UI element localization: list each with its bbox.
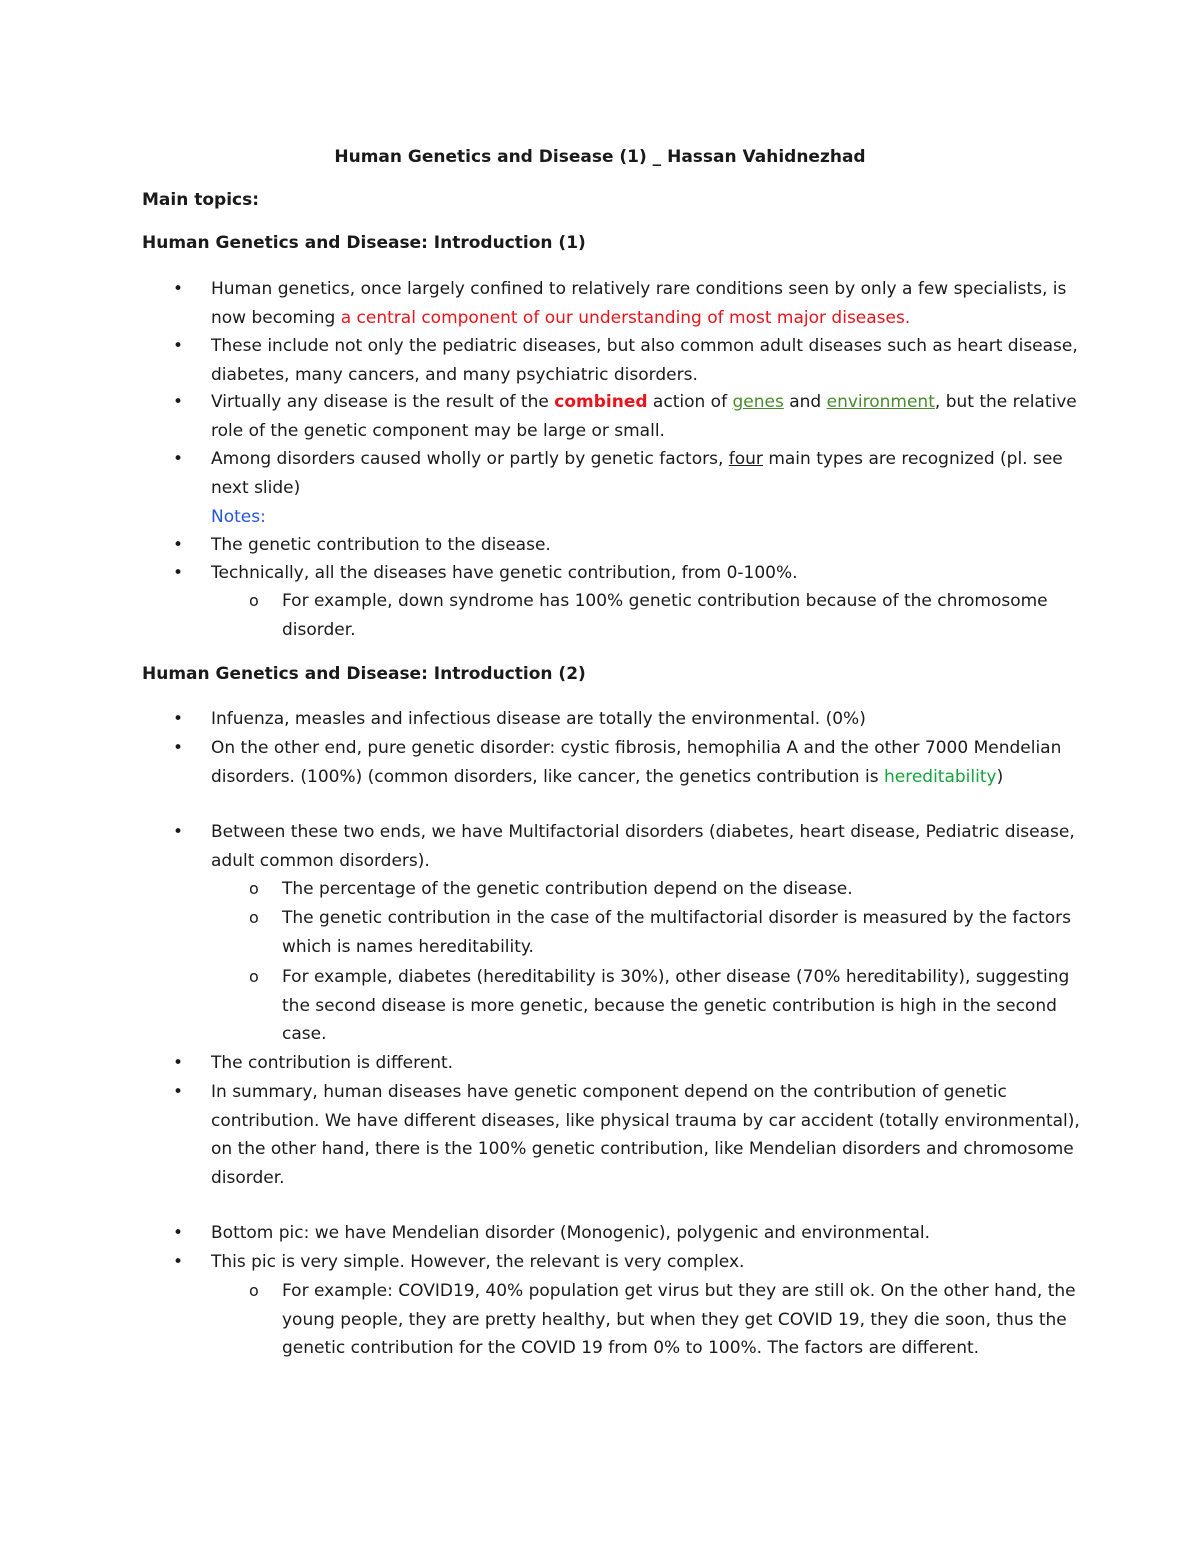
sub-bullet-icon: o: [249, 591, 259, 610]
sub-list-item: o The percentage of the genetic contribution depend on the disease.: [282, 875, 1082, 904]
bullet-icon: •: [173, 709, 184, 729]
list-item: • Between these two ends, we have Multifactorial disorders (diabetes, heart disease, Pediatric disease, adult common disorders).: [211, 818, 1081, 875]
bullet-icon: •: [173, 822, 184, 842]
bullet-icon: •: [173, 1082, 184, 1102]
section2-heading: Human Genetics and Disease: Introduction (2): [142, 664, 586, 684]
list-item: • Bottom pic: we have Mendelian disorder (Monogenic), polygenic and environmental.: [211, 1219, 1081, 1248]
highlight-four: four: [728, 449, 763, 469]
bullet-icon: •: [173, 1252, 184, 1272]
list-item: • On the other end, pure genetic disorder: cystic fibrosis, hemophilia A and the other 7000 Mendelian disorders. (100%) (common disorders, like cancer, the genetics contribution is hereditability): [211, 734, 1081, 791]
bullet-icon: •: [173, 279, 184, 299]
bullet-icon: •: [173, 336, 184, 356]
sub-list-item: o For example: COVID19, 40% population get virus but they are still ok. On the other hand, the young people, they are pretty healthy, but when they get COVID 19, they die soon, thus the genetic contribution for the COVID 19 from 0% to 100%. The factors are different.: [282, 1277, 1082, 1363]
list-item: • The genetic contribution to the disease.: [211, 531, 1081, 560]
highlight-genes: genes: [732, 392, 784, 412]
highlight-environment: environment: [826, 392, 935, 412]
sub-list-item: o For example, down syndrome has 100% genetic contribution because of the chromosome disorder.: [282, 587, 1082, 644]
list-item: • Among disorders caused wholly or partly by genetic factors, four main types are recognized (pl. see next slide): [211, 445, 1081, 502]
bullet-icon: •: [173, 449, 184, 469]
main-topics-label: Main topics:: [142, 190, 260, 210]
highlight-red: a central component of our understanding of most major diseases.: [340, 307, 911, 328]
list-item: • The contribution is different.: [211, 1049, 1081, 1078]
bullet-icon: •: [173, 392, 184, 412]
notes-label: Notes:: [211, 507, 266, 527]
list-item: • Infuenza, measles and infectious disease are totally the environmental. (0%): [211, 705, 1081, 734]
section1-heading: Human Genetics and Disease: Introduction (1): [142, 233, 586, 253]
document-title: Human Genetics and Disease (1) _ Hassan Vahidnezhad: [334, 147, 866, 167]
highlight-hereditability: hereditability: [883, 766, 997, 787]
bullet-icon: •: [173, 738, 184, 758]
bullet-icon: •: [173, 563, 184, 583]
sub-list-item: o The genetic contribution in the case of the multifactorial disorder is measured by the factors which is names hereditability.: [282, 904, 1082, 961]
sub-list-item: o For example, diabetes (hereditability is 30%), other disease (70% hereditability), suggesting the second disease is more genetic, because the genetic contribution is high in the second case.: [282, 963, 1082, 1049]
highlight-combined: combined: [554, 392, 648, 412]
list-item: • Virtually any disease is the result of the combined action of genes and environment, but the relative role of the genetic component may be large or small.: [211, 388, 1081, 445]
list-item: • These include not only the pediatric diseases, but also common adult diseases such as heart disease, diabetes, many cancers, and many psychiatric disorders.: [211, 332, 1081, 389]
list-item: • Technically, all the diseases have genetic contribution, from 0-100%.: [211, 559, 1081, 588]
sub-bullet-icon: o: [249, 1281, 259, 1300]
sub-bullet-icon: o: [249, 967, 259, 986]
bullet-icon: •: [173, 535, 184, 555]
sub-bullet-icon: o: [249, 908, 259, 927]
bullet-icon: •: [173, 1053, 184, 1073]
list-item: • In summary, human diseases have genetic component depend on the contribution of genetic contribution. We have different diseases, like physical trauma by car accident (totally environmental), on the other hand, there is the 100% genetic contribution, like Mendelian disorders and chromosome disorder.: [211, 1078, 1081, 1192]
list-item: • Human genetics, once largely confined to relatively rare conditions seen by only a few specialists, is now becoming a central component of our understanding of most major diseases.: [211, 275, 1081, 332]
list-item: • This pic is very simple. However, the relevant is very complex.: [211, 1248, 1081, 1277]
bullet-icon: •: [173, 1223, 184, 1243]
sub-bullet-icon: o: [249, 879, 259, 898]
